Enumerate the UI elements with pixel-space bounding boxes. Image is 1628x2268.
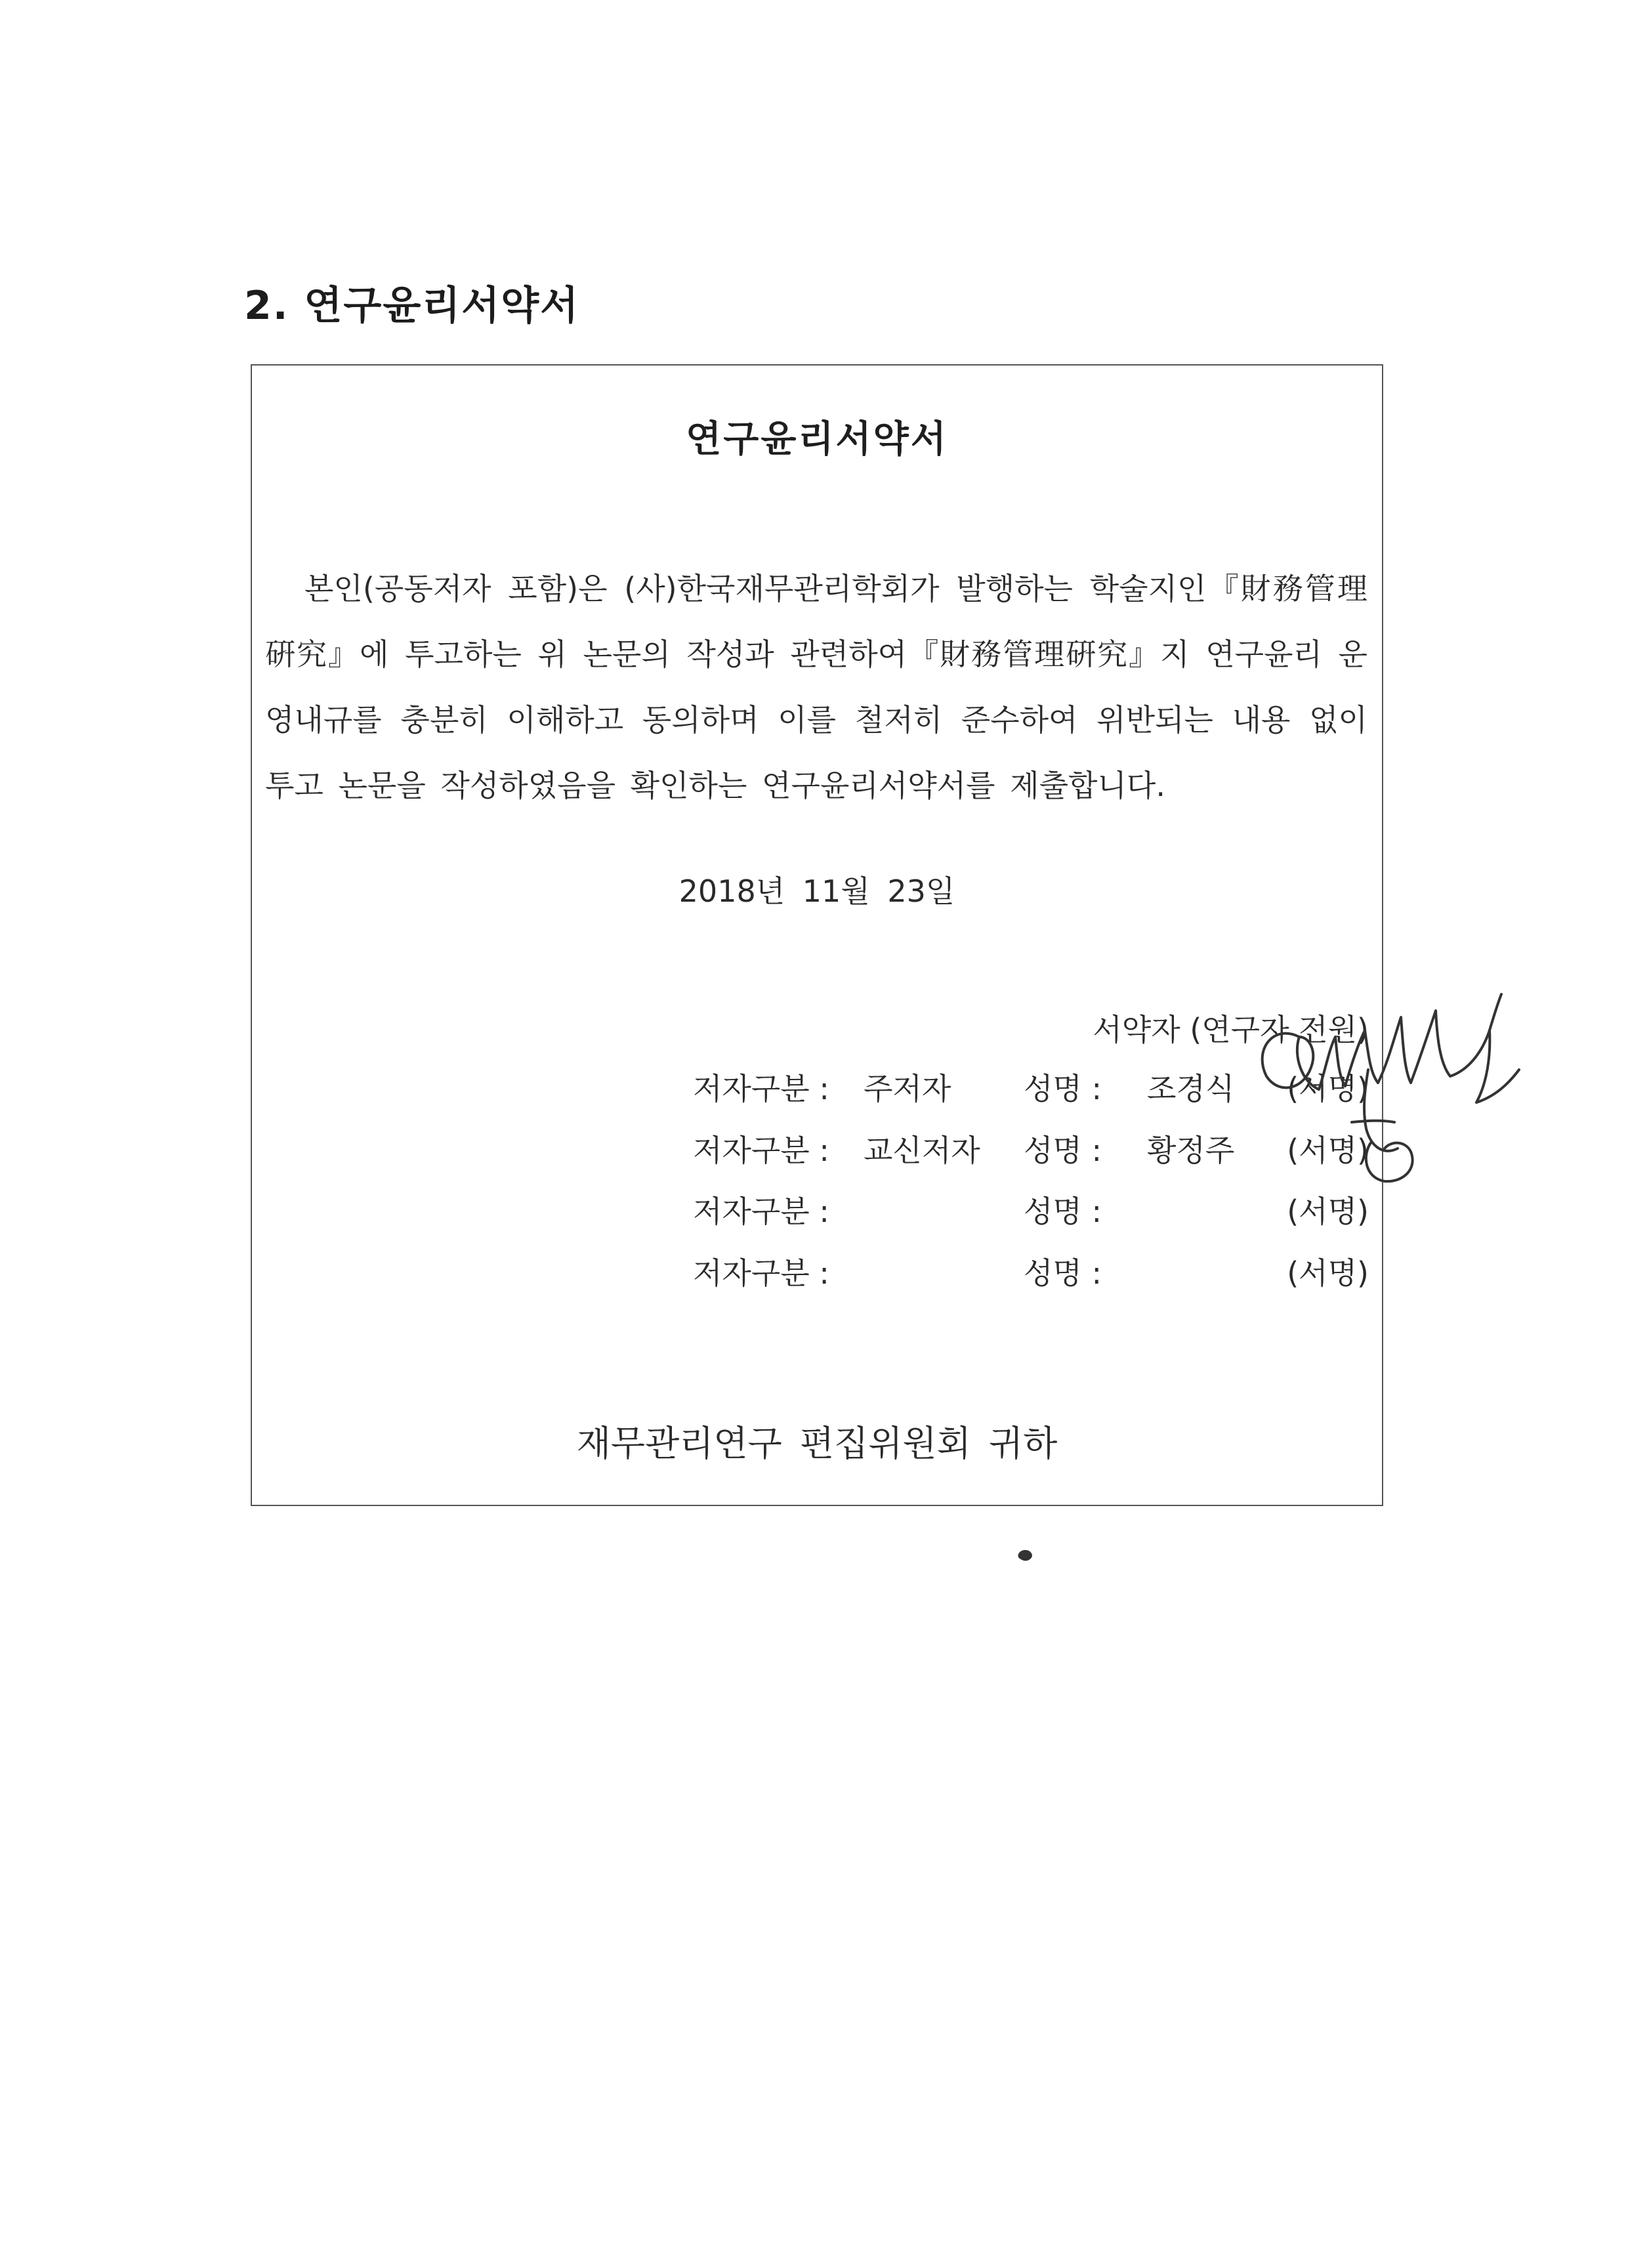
- author-category: 교신저자: [864, 1133, 980, 1168]
- author-row: [252, 1188, 1382, 1234]
- signature-label: (서명): [1287, 1133, 1369, 1168]
- author-name-label: 성명 :: [1024, 1194, 1102, 1229]
- scan-speck: [1016, 1547, 1035, 1563]
- author-category-label: 저자구분 :: [693, 1255, 829, 1291]
- pledge-text: 본인(공동저자 포함)은 (사)한국재무관리학회가 발행하는 학술지인『財務管理硏究』에 투고하는 위 논문의 작성과 관련하여『財務管理硏究』지 연구윤리 운영내규를 충분히 이해하고 동의하며 이를 철저히 준수하여 위반되는 내용 없이 투고 논문을 작성하였음을 확인하는 연구윤리서약서를 제출합니다.: [265, 571, 1367, 803]
- author-row: [252, 1250, 1382, 1295]
- pledge-statement: [265, 556, 1367, 818]
- pledge-form: [251, 364, 1383, 1506]
- author-name-label: 성명 :: [1024, 1255, 1102, 1291]
- author-category-label: 저자구분 :: [693, 1194, 829, 1229]
- pledge-date: 2018년 11월 23일: [678, 873, 955, 909]
- author-category-label: 저자구분 :: [693, 1133, 829, 1168]
- signer-heading: 서약자 (연구자 전원): [1093, 1012, 1369, 1047]
- author-row: [252, 1127, 1382, 1173]
- form-footer: 재무관리연구 편집위원회 귀하: [576, 1423, 1058, 1464]
- author-name-label: 성명 :: [1024, 1133, 1102, 1168]
- handwritten-signature: [1253, 991, 1529, 1208]
- author-category: 주저자: [864, 1071, 951, 1106]
- author-name: 황정주: [1147, 1133, 1235, 1168]
- signature-label: (서명): [1287, 1194, 1369, 1229]
- section-heading: 2. 연구윤리서약서: [244, 283, 580, 329]
- signature-label: (서명): [1287, 1071, 1369, 1106]
- signature-label: (서명): [1287, 1255, 1369, 1291]
- author-name-label: 성명 :: [1024, 1071, 1102, 1106]
- author-category-label: 저자구분 :: [693, 1071, 829, 1106]
- author-name: 조경식: [1147, 1071, 1235, 1106]
- author-row: [252, 1065, 1382, 1111]
- form-title: 연구윤리서약서: [686, 418, 948, 461]
